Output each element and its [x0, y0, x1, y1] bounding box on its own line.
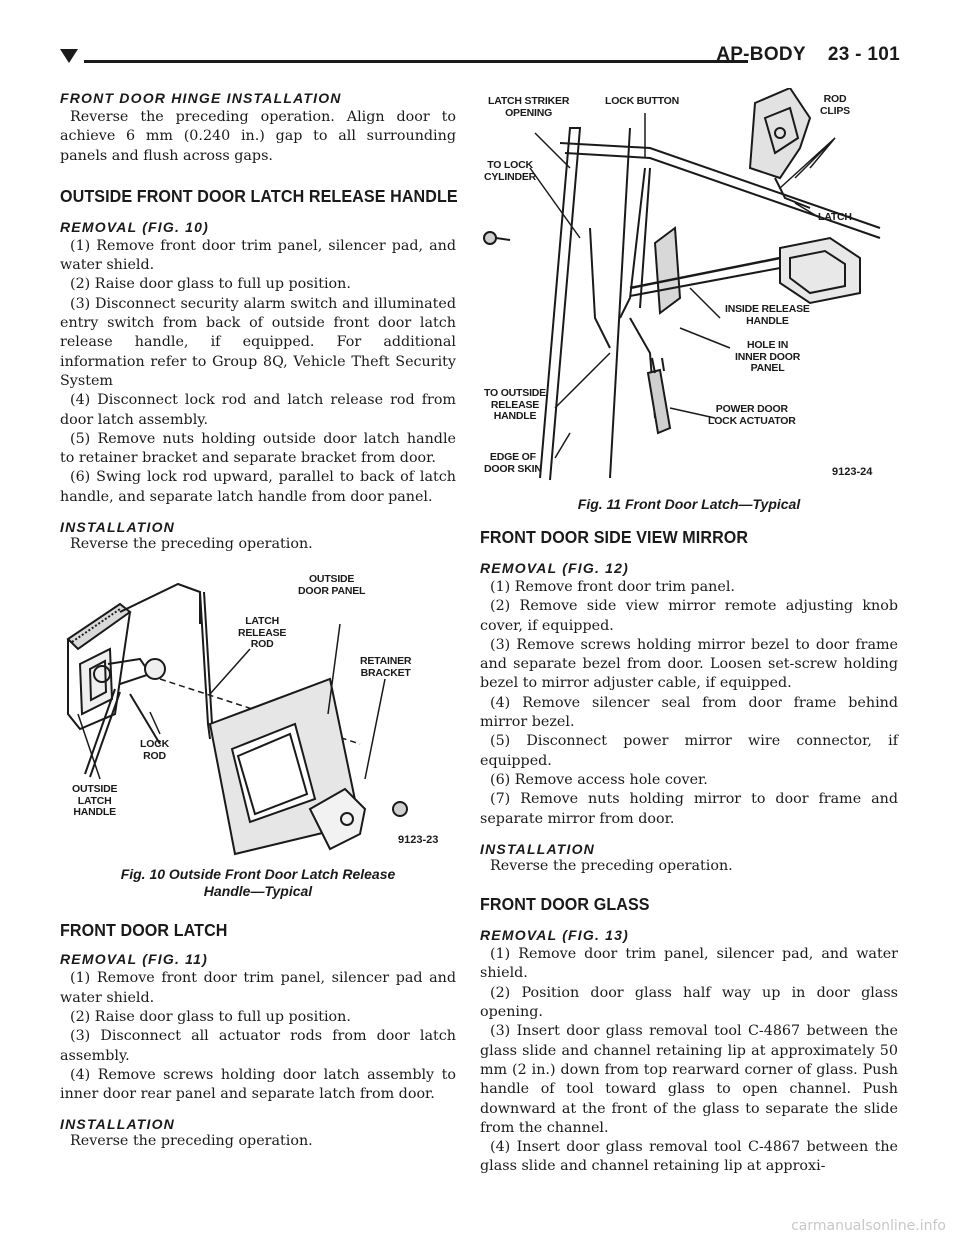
- label-retainer-bracket: RETAINER BRACKET: [360, 655, 412, 679]
- door-latch-illustration: [480, 88, 898, 484]
- glass-section-title: FRONT DOOR GLASS: [480, 894, 650, 915]
- step: (1) Remove front door trim panel.: [490, 579, 735, 595]
- down-arrow-icon: [60, 49, 78, 63]
- hinge-installation-title: FRONT DOOR HINGE INSTALLATION: [60, 90, 342, 106]
- figure-11: [480, 88, 898, 484]
- glass-removal-steps: [480, 945, 898, 1177]
- latch-installation-text: Reverse the preceding operation.: [70, 1133, 313, 1150]
- label-lock-button: LOCK BUTTON: [605, 95, 680, 107]
- handle-installation-title: INSTALLATION: [60, 519, 175, 536]
- step: (2) Raise door glass to full up position.: [70, 1008, 351, 1025]
- label-rod-clips: ROD CLIPS: [820, 93, 850, 117]
- step: (4) Remove screws holding door latch assembly to inner door rear panel and separate latch from door.: [60, 1066, 456, 1103]
- step: (5) Remove nuts holding outside door latch handle to retainer bracket and separate bracket from door.: [60, 430, 456, 467]
- latch-handle-illustration: [60, 564, 456, 860]
- step: (4) Remove silencer seal from door frame behind mirror bezel.: [480, 694, 898, 731]
- handle-removal-steps: [60, 237, 456, 507]
- header-rule: [84, 60, 748, 63]
- label-power-door-lock-actuator: POWER DOOR LOCK ACTUATOR: [708, 403, 796, 427]
- watermark: carmanualsonline.info: [791, 1218, 946, 1234]
- label-edge-of-door-skin: EDGE OF DOOR SKIN: [484, 451, 542, 475]
- step: (4) Disconnect lock rod and latch release rod from door latch assembly.: [60, 392, 456, 428]
- page-title: AP-BODY 23 - 101: [716, 44, 900, 65]
- mirror-removal-steps: [480, 578, 898, 829]
- glass-removal-title: REMOVAL (FIG. 13): [480, 927, 630, 944]
- step: (6) Remove access hole cover.: [490, 771, 708, 788]
- mirror-removal-title: REMOVAL (FIG. 12): [480, 560, 630, 576]
- mirror-installation-text: Reverse the preceding operation.: [490, 857, 733, 874]
- label-hole-inner-panel: HOLE IN INNER DOOR PANEL: [735, 339, 801, 374]
- step: (2) Position door glass half way up in door glass opening.: [480, 984, 898, 1021]
- step: (2) Remove side view mirror remote adjusting knob cover, if equipped.: [480, 598, 898, 634]
- step: (3) Disconnect security alarm switch and illuminated entry switch from back of outside front door latch release handle, if equipped. For additional information refer to Group 8Q, Vehicle Theft Security System: [60, 295, 456, 389]
- step: (6) Swing lock rod upward, parallel to back of latch handle, and separate latch handle from door panel.: [60, 469, 456, 505]
- figure-number: 9123-23: [398, 834, 439, 847]
- label-latch-striker: LATCH STRIKER OPENING: [488, 95, 570, 119]
- step: (1) Remove front door trim panel, silencer pad, and water shield.: [60, 237, 456, 274]
- label-lock-rod: LOCK ROD: [140, 738, 169, 762]
- step: (3) Disconnect all actuator rods from door latch assembly.: [60, 1028, 456, 1064]
- step: (1) Remove front door trim panel, silencer pad and water shield.: [60, 970, 456, 1006]
- latch-section-title: FRONT DOOR LATCH: [60, 920, 228, 941]
- figure-number: 9123-24: [832, 466, 873, 478]
- label-outside-release-handle: TO OUTSIDE RELEASE HANDLE: [484, 387, 546, 422]
- step: (5) Disconnect power mirror wire connector, if equipped.: [480, 733, 898, 769]
- figure-10: [60, 564, 456, 860]
- step: (3) Insert door glass removal tool C-4867 between the glass slide and channel retaining lip at approximately 50 mm (2 in.) down from top rearward corner of glass. Push handle of tool toward glass to open channel. Push downward at the front of the glass to separate the slide from the channel.: [480, 1023, 898, 1136]
- step: (7) Remove nuts holding mirror to door frame and separate mirror from door.: [480, 791, 898, 827]
- handle-section-title: OUTSIDE FRONT DOOR LATCH RELEASE HANDLE: [60, 185, 458, 206]
- right-column: [480, 88, 898, 1177]
- hinge-installation-text: Reverse the preceding operation. Align door to achieve 6 mm (0.240 in.) gap to all surrounding panels and flush across gaps.: [60, 109, 456, 164]
- label-outside-door-panel: OUTSIDE DOOR PANEL: [298, 573, 366, 597]
- left-column: [60, 90, 456, 1152]
- step: (1) Remove door trim panel, silencer pad, and water shield.: [480, 946, 898, 982]
- step: (3) Remove screws holding mirror bezel to door frame and separate bezel from door. Loosen set-screw holding bezel to mirror adjuster cable, if equipped.: [480, 636, 898, 692]
- step: (4) Insert door glass removal tool C-4867 between the glass slide and channel retaining lip at approxi-: [480, 1139, 898, 1175]
- handle-removal-title: REMOVAL (FIG. 10): [60, 218, 210, 235]
- figure-11-caption: Fig. 11 Front Door Latch—Typical: [577, 496, 801, 512]
- label-inside-release-handle: INSIDE RELEASE HANDLE: [725, 303, 810, 327]
- label-latch: LATCH: [818, 211, 852, 223]
- label-lock-cylinder: TO LOCK CYLINDER: [484, 159, 537, 183]
- latch-installation-title: INSTALLATION: [60, 1116, 175, 1133]
- label-latch-release-rod: LATCH RELEASE ROD: [238, 615, 287, 651]
- handle-installation-text: Reverse the preceding operation.: [70, 536, 313, 553]
- mirror-installation-title: INSTALLATION: [480, 840, 595, 857]
- figure-10-caption: Fig. 10 Outside Front Door Latch Release Handle—Typical: [120, 866, 396, 900]
- step: (2) Raise door glass to full up position.: [70, 276, 351, 293]
- latch-removal-title: REMOVAL (FIG. 11): [60, 951, 208, 968]
- mirror-section-title: FRONT DOOR SIDE VIEW MIRROR: [480, 527, 749, 547]
- label-outside-latch-handle: OUTSIDE LATCH HANDLE: [72, 783, 118, 819]
- page-header: [60, 40, 900, 70]
- latch-removal-steps: [60, 969, 456, 1104]
